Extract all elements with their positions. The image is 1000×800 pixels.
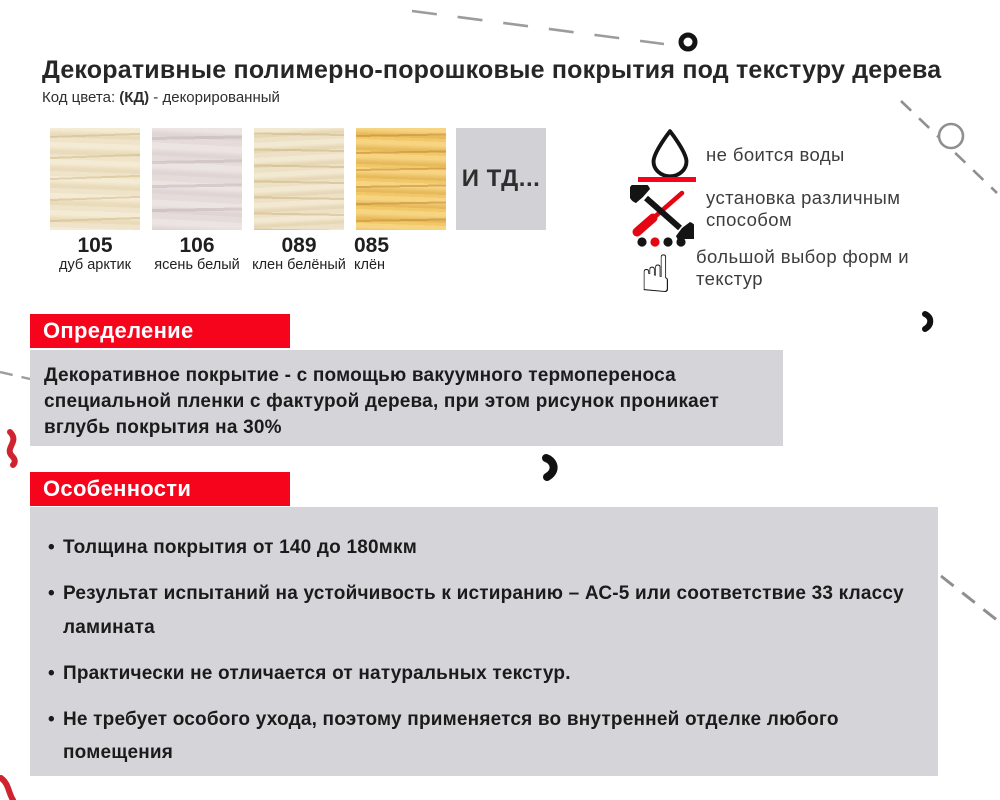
feature-item: • Не требует особого ухода, поэтому применяется во внутренней отделке любого помещения (46, 703, 918, 770)
benefit-label-choice: большой выбор форм и текстур (696, 246, 909, 289)
definition-panel (30, 350, 783, 446)
water-drop-icon (644, 124, 696, 180)
page-title: Декоративные полимерно-порошковые покрытия под текстуру дерева (42, 56, 942, 84)
definition-heading (30, 314, 290, 348)
tap-hand-icon (636, 236, 694, 298)
swatch-caption (142, 234, 252, 274)
swatch-code: 085 (354, 234, 390, 257)
swatch-name: дуб арктик (59, 257, 131, 274)
svg-text:☝: ☝ (640, 245, 672, 298)
features-list (46, 531, 918, 770)
subtitle-suffix: - декорированный (149, 89, 280, 106)
subtitle-code: (КД) (119, 89, 150, 106)
swatch-code: 105 (77, 234, 113, 257)
features-heading-label: Особенности (43, 476, 192, 501)
subtitle-prefix: Код цвета: (42, 89, 120, 106)
wood-swatch-106 (152, 128, 242, 230)
swatch-caption (346, 234, 456, 274)
swatch-caption (40, 234, 150, 274)
swatch-code: 089 (281, 234, 317, 257)
feature-item: • Результат испытаний на устойчивость к истиранию – АС-5 или соответствие 33 классу ламината (46, 577, 918, 644)
benefit-label-install: установка различным способом (706, 187, 901, 230)
definition-text: Декоративное покрытие - с помощью вакуумного термопереноса специальной пленки с фактурой дерева, при этом рисунок проникает вглубь покрытия на 30% (44, 365, 719, 439)
feature-item: • Практически не отличается от натуральных текстур. (46, 657, 918, 690)
definition-heading-label: Определение (43, 318, 194, 343)
wood-swatch-105 (50, 128, 140, 230)
features-heading (30, 472, 290, 506)
swatch-name: клён (354, 257, 386, 274)
tools-icon (630, 185, 694, 239)
features-panel (30, 507, 938, 776)
more-swatches-label: И ТД... (461, 165, 541, 192)
color-code-subtitle (42, 89, 280, 106)
benefit-label-water: не боится воды (706, 144, 845, 165)
swatch-name: клен белёный (252, 257, 346, 274)
wood-swatch-089 (254, 128, 344, 230)
wood-swatch-085 (356, 128, 446, 230)
water-drop-underline (638, 177, 696, 182)
feature-item: • Толщина покрытия от 140 до 180мкм (46, 531, 918, 564)
swatch-name: ясень белый (154, 257, 240, 274)
swatch-code: 106 (179, 234, 215, 257)
swatch-caption (244, 234, 354, 274)
more-swatches-box (456, 128, 546, 230)
